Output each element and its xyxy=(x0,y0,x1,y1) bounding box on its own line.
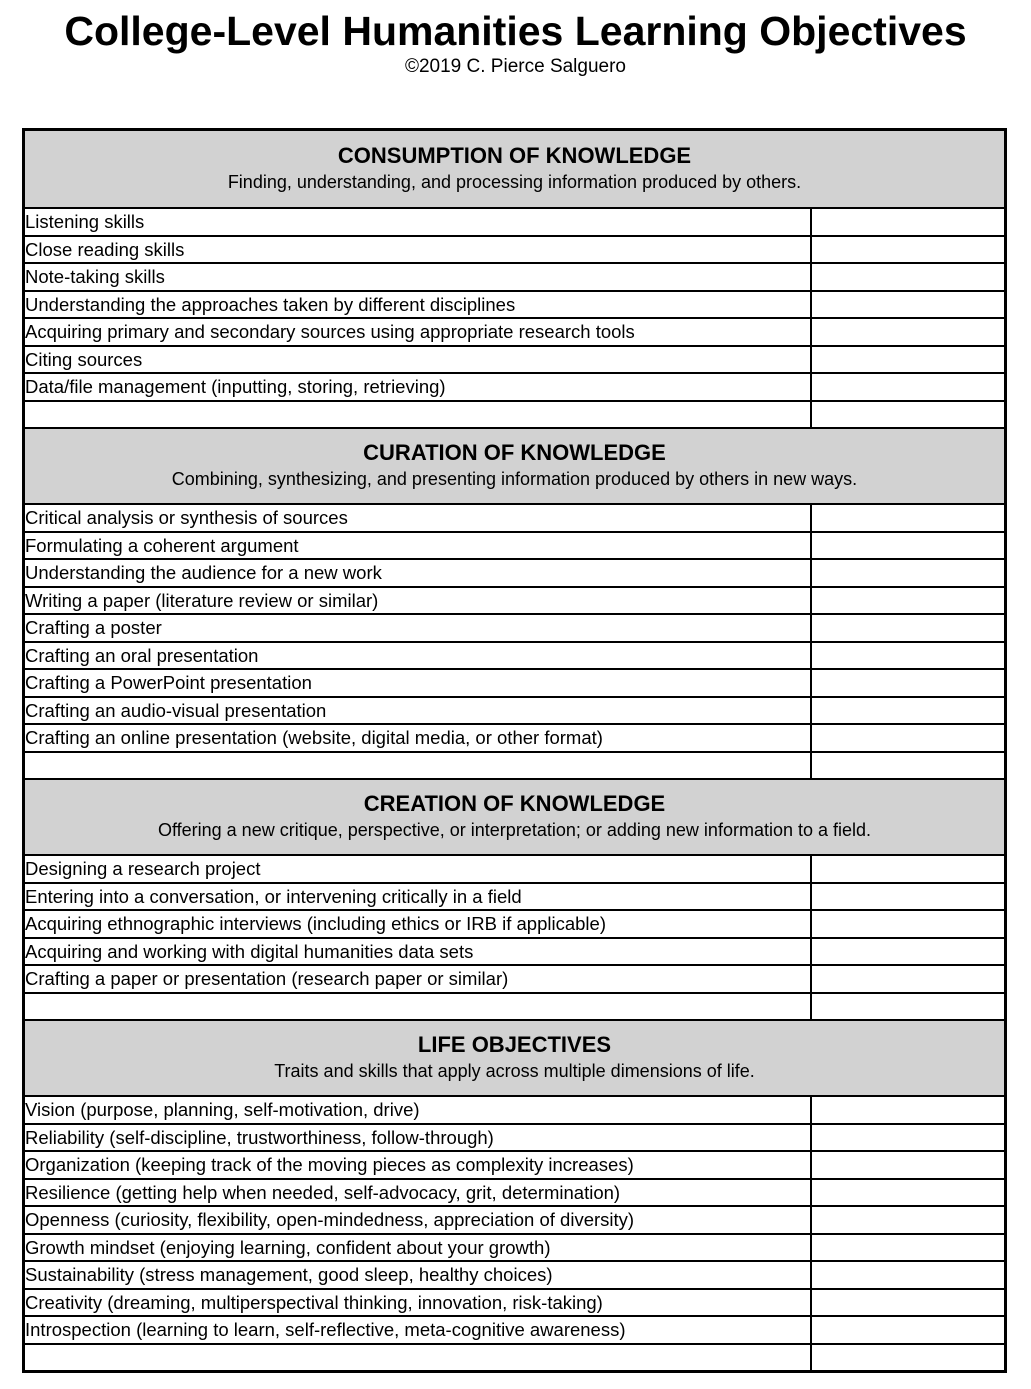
section-consumption-of-knowledge xyxy=(25,131,1004,427)
response-cell xyxy=(810,1235,1004,1261)
objective-label: Crafting an oral presentation xyxy=(25,644,259,666)
objective-label: Writing a paper (literature review or similar) xyxy=(25,589,379,611)
response-cell xyxy=(810,374,1004,400)
response-cell xyxy=(810,994,1004,1020)
section-header xyxy=(25,427,1004,503)
objective-row xyxy=(25,854,1004,882)
response-cell xyxy=(810,533,1004,559)
objective-row xyxy=(25,345,1004,373)
section-description: Offering a new critique, perspective, or interpretation; or adding new information to a field. xyxy=(157,820,872,840)
objective-row xyxy=(25,1233,1004,1261)
response-cell xyxy=(810,856,1004,882)
response-cell xyxy=(810,588,1004,614)
response-cell xyxy=(810,505,1004,531)
response-cell xyxy=(810,1290,1004,1316)
response-cell xyxy=(810,237,1004,263)
empty-cell xyxy=(25,994,810,1020)
objective-label: Data/file management (inputting, storing, retrieving) xyxy=(25,376,446,397)
response-cell xyxy=(810,319,1004,345)
objective-label: Close reading skills xyxy=(25,238,185,260)
objective-label: Acquiring primary and secondary sources using appropriate research tools xyxy=(25,321,635,342)
response-cell xyxy=(810,1125,1004,1151)
objective-row xyxy=(25,262,1004,290)
response-cell xyxy=(810,209,1004,235)
objective-row xyxy=(25,372,1004,400)
objectives-table xyxy=(22,128,1007,1373)
objective-row xyxy=(25,586,1004,614)
section-description: Finding, understanding, and processing information produced by others. xyxy=(227,172,802,192)
document-title: College-Level Humanities Learning Objectives xyxy=(64,8,967,54)
objective-label: Designing a research project xyxy=(25,858,261,879)
objective-label: Crafting an audio-visual presentation xyxy=(25,699,327,721)
objective-row xyxy=(25,909,1004,937)
objective-row xyxy=(25,503,1004,531)
blank-row xyxy=(25,1343,1004,1371)
objective-row xyxy=(25,668,1004,696)
section-title: CREATION OF KNOWLEDGE xyxy=(363,791,666,816)
objective-row xyxy=(25,641,1004,669)
objective-label: Entering into a conversation, or intervening critically in a field xyxy=(25,885,522,907)
objective-label: Vision (purpose, planning, self-motivation, drive) xyxy=(25,1099,420,1120)
objective-label: Formulating a coherent argument xyxy=(25,534,299,556)
objective-row xyxy=(25,1178,1004,1206)
response-cell xyxy=(810,966,1004,992)
objective-row xyxy=(25,1123,1004,1151)
response-cell xyxy=(810,615,1004,641)
response-cell xyxy=(810,725,1004,751)
copyright-line: ©2019 C. Pierce Salguero xyxy=(404,56,626,77)
objective-label: Growth mindset (enjoying learning, confident about your growth) xyxy=(25,1236,551,1258)
section-title: LIFE OBJECTIVES xyxy=(417,1032,612,1057)
objective-row xyxy=(25,1205,1004,1233)
response-cell xyxy=(810,1152,1004,1178)
empty-cell xyxy=(25,1345,810,1371)
objective-label: Acquiring ethnographic interviews (including ethics or IRB if applicable) xyxy=(25,913,606,934)
objective-label: Sustainability (stress management, good sleep, healthy choices) xyxy=(25,1264,553,1285)
section-header xyxy=(25,778,1004,854)
response-cell xyxy=(810,1180,1004,1206)
objective-row xyxy=(25,558,1004,586)
objective-row xyxy=(25,317,1004,345)
objective-label: Openness (curiosity, flexibility, open-mindedness, appreciation of diversity) xyxy=(25,1209,635,1230)
response-cell xyxy=(810,1317,1004,1343)
objective-label: Resilience (getting help when needed, self-advocacy, grit, determination) xyxy=(25,1181,621,1203)
response-cell xyxy=(810,347,1004,373)
objective-label: Listening skills xyxy=(25,211,145,232)
response-cell xyxy=(810,264,1004,290)
objective-row xyxy=(25,964,1004,992)
objective-row xyxy=(25,1095,1004,1123)
response-cell xyxy=(810,1345,1004,1371)
objective-label: Crafting a paper or presentation (research paper or similar) xyxy=(25,968,509,989)
objective-row xyxy=(25,696,1004,724)
section-curation-of-knowledge xyxy=(25,427,1004,778)
blank-row xyxy=(25,992,1004,1020)
objective-row xyxy=(25,531,1004,559)
empty-cell xyxy=(25,402,810,428)
objective-row xyxy=(25,207,1004,235)
objective-label: Understanding the approaches taken by different disciplines xyxy=(25,293,516,315)
objective-row xyxy=(25,290,1004,318)
response-cell xyxy=(810,911,1004,937)
objective-row xyxy=(25,235,1004,263)
objective-label: Reliability (self-discipline, trustworthiness, follow-through) xyxy=(25,1126,494,1148)
response-cell xyxy=(810,560,1004,586)
empty-cell xyxy=(25,753,810,779)
response-cell xyxy=(810,643,1004,669)
response-cell xyxy=(810,939,1004,965)
response-cell xyxy=(810,698,1004,724)
response-cell xyxy=(810,670,1004,696)
blank-row xyxy=(25,400,1004,428)
objective-label: Creativity (dreaming, multiperspectival thinking, innovation, risk-taking) xyxy=(25,1291,603,1313)
response-cell xyxy=(810,402,1004,428)
objective-label: Introspection (learning to learn, self-reflective, meta-cognitive awareness) xyxy=(25,1319,626,1340)
section-creation-of-knowledge xyxy=(25,778,1004,1019)
section-title: CURATION OF KNOWLEDGE xyxy=(363,440,666,465)
objective-row xyxy=(25,613,1004,641)
objective-label: Crafting a PowerPoint presentation xyxy=(25,672,312,693)
objective-row xyxy=(25,937,1004,965)
objective-row xyxy=(25,882,1004,910)
objective-row xyxy=(25,723,1004,751)
objective-row xyxy=(25,1260,1004,1288)
section-title: CONSUMPTION OF KNOWLEDGE xyxy=(337,143,692,168)
section-description: Traits and skills that apply across multiple dimensions of life. xyxy=(274,1061,755,1081)
objective-label: Organization (keeping track of the moving pieces as complexity increases) xyxy=(25,1154,634,1175)
response-cell xyxy=(810,292,1004,318)
section-life-objectives xyxy=(25,1019,1004,1370)
response-cell xyxy=(810,884,1004,910)
objective-label: Note-taking skills xyxy=(25,266,165,287)
section-header xyxy=(25,1019,1004,1095)
objective-label: Crafting a poster xyxy=(25,617,162,638)
objective-label: Critical analysis or synthesis of sources xyxy=(25,507,348,528)
objective-label: Citing sources xyxy=(25,348,143,370)
response-cell xyxy=(810,1262,1004,1288)
blank-row xyxy=(25,751,1004,779)
objective-label: Understanding the audience for a new work xyxy=(25,562,382,583)
response-cell xyxy=(810,753,1004,779)
objective-row xyxy=(25,1315,1004,1343)
section-description: Combining, synthesizing, and presenting information produced by others in new ways. xyxy=(171,469,858,489)
objective-label: Crafting an online presentation (website, digital media, or other format) xyxy=(25,727,603,748)
objective-row xyxy=(25,1150,1004,1178)
section-header xyxy=(25,131,1004,207)
response-cell xyxy=(810,1097,1004,1123)
response-cell xyxy=(810,1207,1004,1233)
objective-label: Acquiring and working with digital humanities data sets xyxy=(25,940,474,962)
objective-row xyxy=(25,1288,1004,1316)
